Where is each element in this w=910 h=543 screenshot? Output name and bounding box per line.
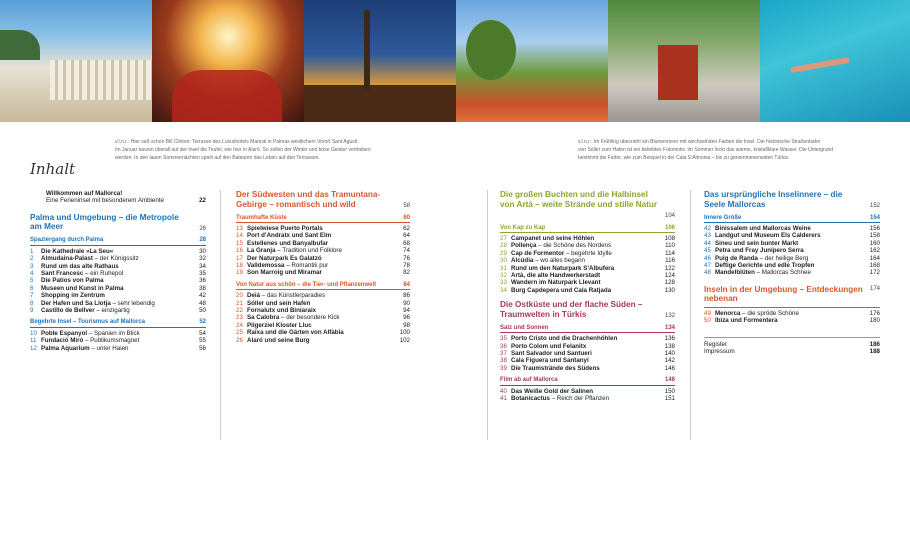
toc-entry[interactable]: 18 Valldemossa – Romantik pur 78 <box>236 262 410 270</box>
toc-entry[interactable]: 14 Port d’Andratx und Sant Elm 64 <box>236 232 410 240</box>
toc-entry[interactable]: 43 Landgut und Museum Els Calderers 158 <box>704 232 880 240</box>
toc-list <box>500 335 675 372</box>
toc-entry[interactable]: 11 Fundació Miró – Publikumsmagnet 55 <box>30 337 206 345</box>
toc-entry[interactable]: 13 Spielwiese Puerto Portals 62 <box>236 225 410 232</box>
toc-entry[interactable]: 12 Palma Aquarium – unter Haien 56 <box>30 344 206 352</box>
toc-entry[interactable]: 30 Alcúdia – wo alles begann 116 <box>500 257 675 265</box>
toc-entry[interactable]: 7 Shopping im Zentrum 42 <box>30 292 206 300</box>
caption-left: v.l.n.r.: Hier saß schon Bill Clinton: Terrasse des Luxushotels Marical in Palmas westlichem Vorort Sant Agustí; Im Januar tanzen überall auf der Insel die Teufel, wie hier in Alaró. So sollen der Winter und böse Geister vertrieben werden. In den lauen Sommernächten spielt auf den Balearen das Leben auf den Terrassen. <box>115 139 371 161</box>
toc-entry[interactable]: 45 Petra und Fray Junípero Serra 162 <box>704 247 880 255</box>
toc-entry[interactable]: 42 Binissalem und Mallorcas Weine 156 <box>704 225 880 232</box>
toc-entry[interactable]: 46 Puig de Randa – der heilige Berg 164 <box>704 254 880 262</box>
photo-soller-tram <box>608 0 760 122</box>
toc-entry[interactable]: 6 Museen und Kunst in Palma 38 <box>30 284 206 292</box>
toc-entry[interactable]: 37 Sant Salvador und Santueri 140 <box>500 350 675 358</box>
section-heading[interactable]: Begehrte Insel – Tourismus auf Mallorca 52 <box>30 319 206 327</box>
caption-right: v.l.n.r.: Im Frühling überzieht ein Blumenmeer mit wechselnden Farben die Insel. Die historische Straßenbahn von Sóller zum Hafen ist ein beliebtes Fotomotiv. Im Sommer lockt das warme, kristallklare Wasser. Die Untergrund bestimmt die Farbe, wie zum Beispiel in der Cala S’Almonia – bis zu genommenenesten Türkis. <box>578 139 834 161</box>
column-divider <box>690 190 691 440</box>
toc-entry[interactable]: 22 Fornalutx und Biniaraix 94 <box>236 307 410 315</box>
toc-entry[interactable]: 16 La Granja – Tradition und Folklore 74 <box>236 247 410 255</box>
chapter-heading[interactable]: Palma und Umgebung – die Metropole am Meer 26 <box>30 212 206 232</box>
toc-entry[interactable]: 20 Deià – das Künstlerparadies 86 <box>236 292 410 300</box>
section-heading[interactable]: Traumhafte Küste 60 <box>236 215 410 223</box>
toc-list <box>30 330 206 352</box>
photo-captions <box>0 138 910 178</box>
toc-entry[interactable]: 38 Cala Figuera und Santanyí 142 <box>500 357 675 365</box>
photo-swimmer-turquoise <box>760 0 910 122</box>
toc-entry[interactable]: 49 Menorca – die spröde Schöne 176 <box>704 310 880 318</box>
chapter-heading[interactable]: Die Ostküste und der flache Süden – Traumwelten in Türkis 132 <box>500 300 675 320</box>
toc-entry[interactable]: 1 Die Kathedrale »La Seu« 30 <box>30 247 206 255</box>
section-heading[interactable]: Film ab auf Mallorca 148 <box>500 377 675 385</box>
appendix-list <box>704 337 880 356</box>
photo-flower-meadow <box>456 0 608 122</box>
toc-entry[interactable]: 40 Das Weiße Gold der Salinen 150 <box>500 387 675 395</box>
photo-strip <box>0 0 910 122</box>
toc-entry[interactable]: 36 Porto Colom und Felanitx 138 <box>500 342 675 350</box>
toc-entry-register[interactable]: Register 186 <box>704 340 880 348</box>
section-heading[interactable]: Von Natur aus schön – die Tier- und Pflanzenwelt 84 <box>236 282 410 290</box>
toc-entry[interactable]: 17 Der Naturpark Es Galatzó 76 <box>236 254 410 262</box>
toc-list <box>704 225 880 277</box>
section-heading[interactable]: Innere Größe 154 <box>704 215 880 223</box>
toc-column-2 <box>236 190 410 344</box>
page-title: Inhalt <box>30 160 76 178</box>
toc-entry[interactable]: 23 Sa Calobra – der besondere Kick 96 <box>236 314 410 322</box>
toc-entry[interactable]: 33 Wandern im Naturpark Llevant 128 <box>500 279 675 287</box>
toc-entry[interactable]: 19 Son Marroig und Miramar 82 <box>236 269 410 277</box>
toc-entry[interactable]: 39 Die Traumstrände des Südens 146 <box>500 364 675 372</box>
toc-entry[interactable]: 10 Poble Espanyol – Spanien im Blick 54 <box>30 329 206 337</box>
chapter-heading[interactable]: Der Südwesten und das Tramuntana-Gebirge – romantisch und wild 58 <box>236 190 410 209</box>
toc-entry[interactable]: 15 Estellenes und Banyalbufar 68 <box>236 239 410 247</box>
toc-entry[interactable]: 26 Alaró und seine Burg 102 <box>236 336 410 344</box>
toc-list <box>236 292 410 344</box>
toc-entry[interactable]: 5 Die Patios von Palma 36 <box>30 277 206 285</box>
toc-entry-impressum[interactable]: Impressum 188 <box>704 348 880 356</box>
toc-entry[interactable]: 31 Rund um den Naturpark S’Albufera 122 <box>500 264 675 272</box>
column-divider <box>487 190 488 440</box>
toc-entry[interactable]: 35 Porto Cristo und die Drachenhöhlen 136 <box>500 335 675 343</box>
toc-column-1 <box>30 190 206 352</box>
photo-devils-festival <box>152 0 304 122</box>
toc-entry[interactable]: 41 Botanicactus – Reich der Pflanzen 151 <box>500 395 675 403</box>
toc-entry[interactable]: 29 Cap de Formentor – begehrte Idylle 114 <box>500 249 675 257</box>
toc-entry[interactable]: 9 Castillo de Bellver – einzigartig 50 <box>30 307 206 315</box>
photo-evening-terraces <box>304 0 456 122</box>
toc-list <box>704 307 880 325</box>
chapter-heading[interactable]: Die großen Buchten und die Halbinsel von Artà – weite Strände und stille Natur 104 <box>500 190 675 219</box>
intro-title: Willkommen auf Mallorca! <box>46 190 123 197</box>
toc-entry[interactable]: 44 Sineu und sein bunter Markt 160 <box>704 239 880 247</box>
toc-column-4 <box>704 190 880 356</box>
toc-entry[interactable]: 24 Pilgerziel Kloster Lluc 98 <box>236 321 410 329</box>
toc-list <box>30 248 206 315</box>
toc-entry-intro[interactable]: Eine Ferieninsel mit besonderem Ambiente 22 <box>46 197 206 205</box>
chapter-heading[interactable]: Inseln in der Umgebung – Entdeckungen nebenan 174 <box>704 284 880 304</box>
toc-list <box>236 225 410 277</box>
toc-column-3 <box>500 190 675 403</box>
toc-entry[interactable]: 34 Burg Capdepera und Cala Ratjada 130 <box>500 286 675 294</box>
section-heading[interactable]: Salz und Sonnen 134 <box>500 325 675 333</box>
toc-entry[interactable]: 28 Pollença – die Schöne des Nordens 110 <box>500 242 675 250</box>
toc-entry[interactable]: 4 Sant Francesc – ein Ruhepol 35 <box>30 270 206 278</box>
toc-entry[interactable]: 50 Ibiza und Formentera 180 <box>704 317 880 325</box>
toc-entry[interactable]: 2 Almudaina-Palast – der Königssitz 32 <box>30 255 206 263</box>
toc-entry[interactable]: 8 Der Hafen und Sa Llotja – sehr lebendig 48 <box>30 299 206 307</box>
toc-entry[interactable]: 25 Raixa und die Gärten von Alfàbia 100 <box>236 329 410 337</box>
toc-list <box>500 388 675 403</box>
photo-terrace <box>0 0 152 122</box>
toc-entry[interactable]: 47 Deftige Gerichte und edle Tropfen 168 <box>704 262 880 270</box>
section-heading[interactable]: Von Kap zu Kap 106 <box>500 225 675 233</box>
toc-entry[interactable]: 3 Rund um das alte Rathaus 34 <box>30 262 206 270</box>
toc-entry[interactable]: 27 Campanet und seine Höhlen 108 <box>500 235 675 242</box>
toc-list <box>500 235 675 294</box>
toc-entry[interactable]: 48 Mandelblüten – Mallorcas Schnee 172 <box>704 269 880 277</box>
chapter-heading[interactable]: Das ursprüngliche Inselinnere – die Seele Mallorcas 152 <box>704 190 880 209</box>
column-divider <box>220 190 221 440</box>
section-heading[interactable]: Spaziergang durch Palma 28 <box>30 237 206 245</box>
toc-entry[interactable]: 21 Sóller und sein Hafen 90 <box>236 299 410 307</box>
toc-entry[interactable]: 32 Artà, die alte Handwerkerstadt 124 <box>500 272 675 280</box>
